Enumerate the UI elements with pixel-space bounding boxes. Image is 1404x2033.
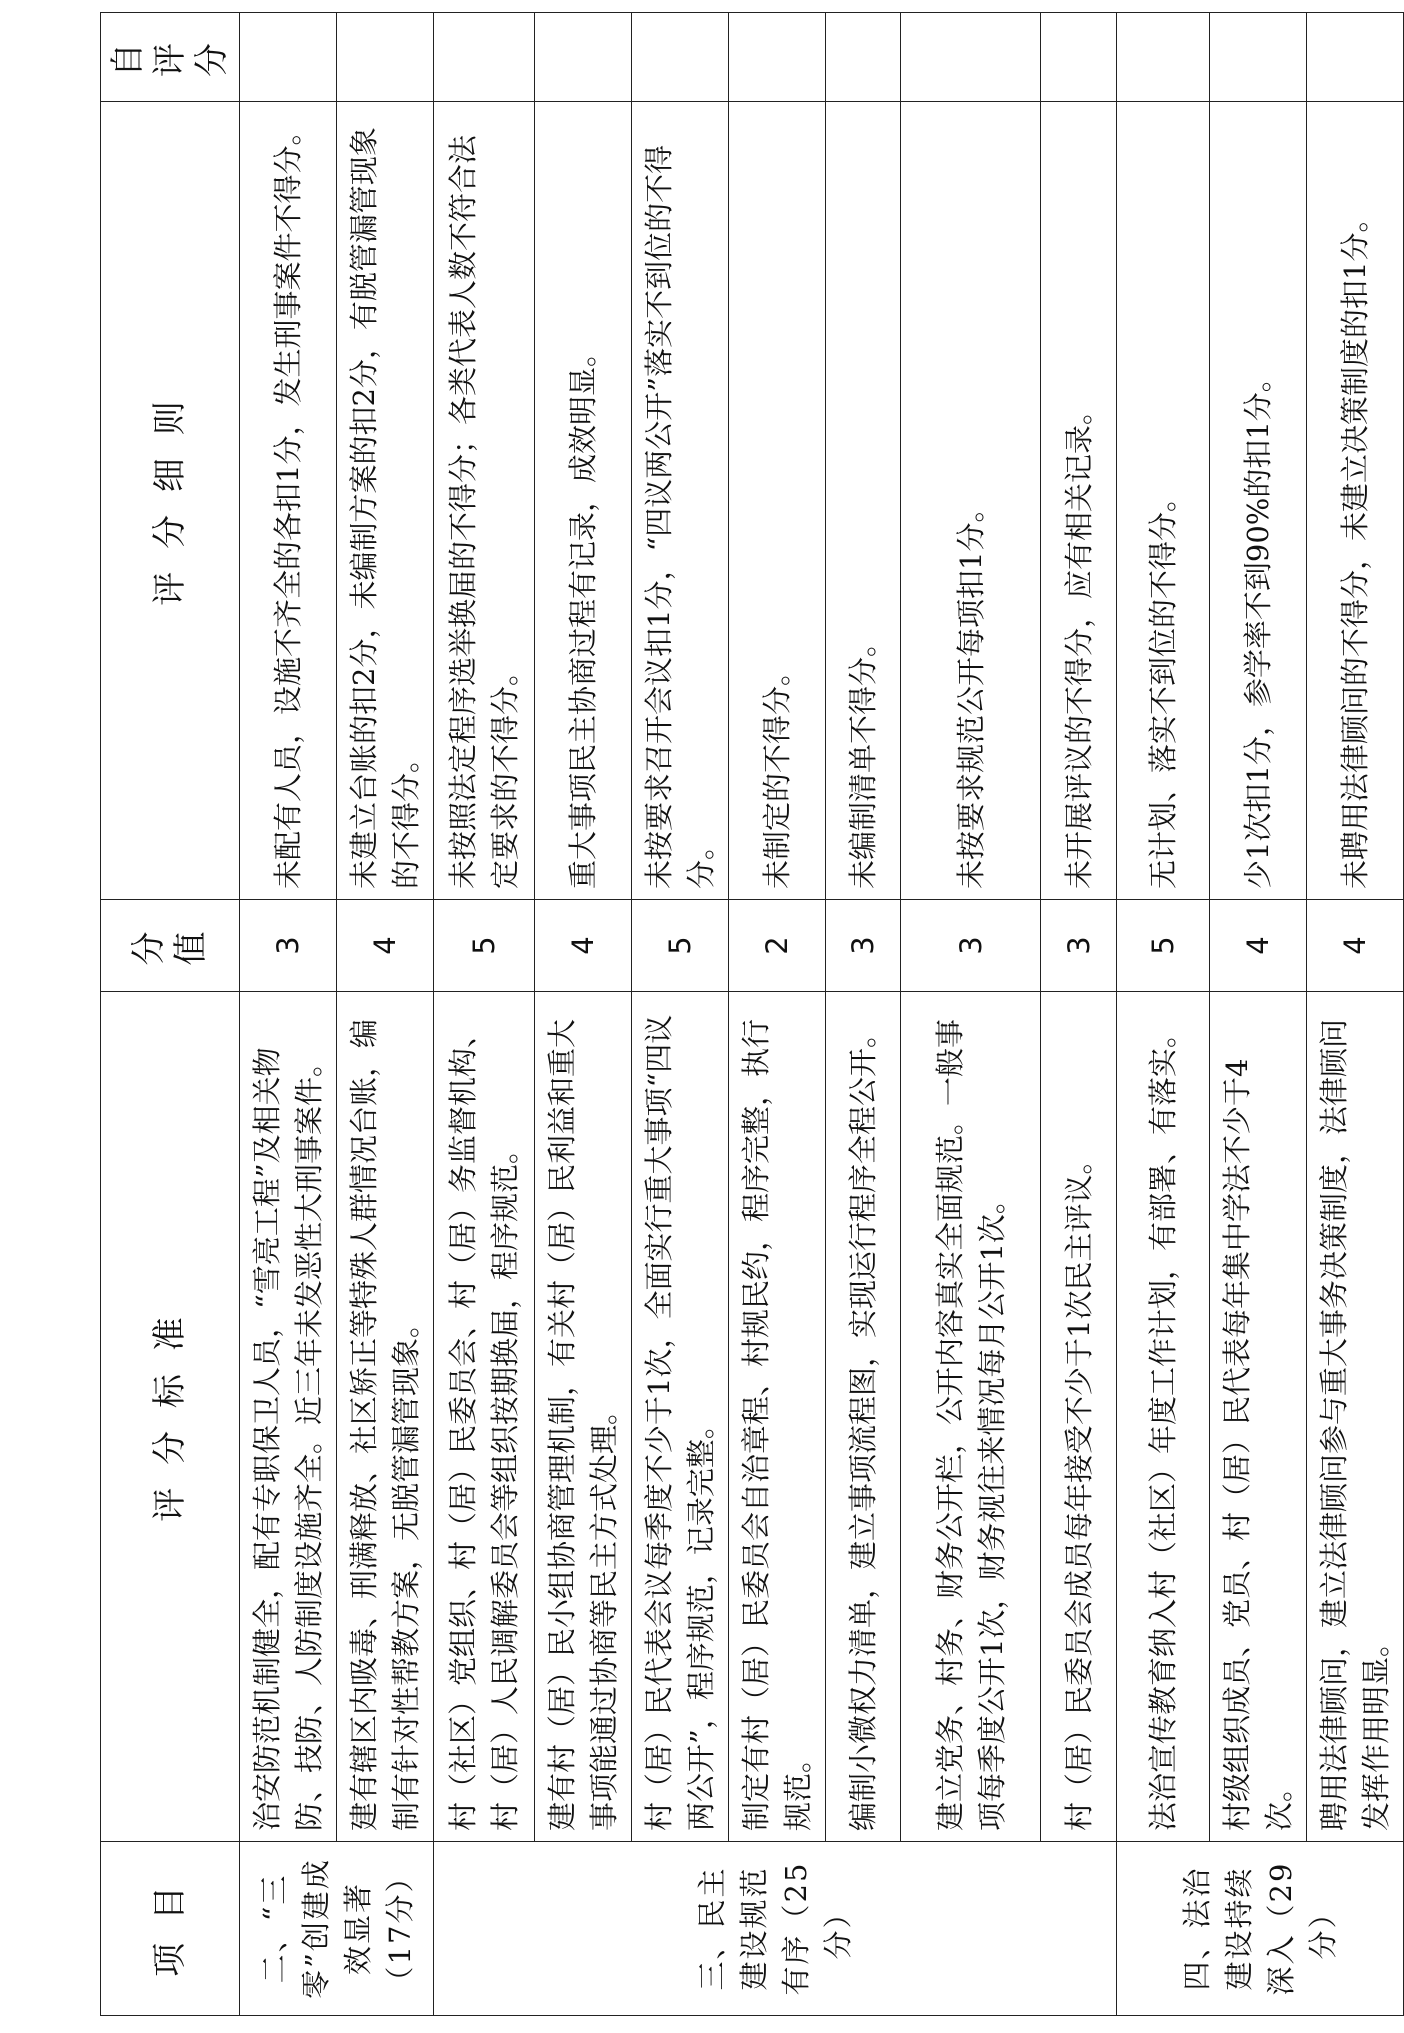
points-cell: 5 [1117,900,1210,992]
points-cell: 3 [240,900,337,992]
group-title: 四、法治建设持续深入（29分） [1117,1842,1404,2016]
standard-cell: 村级组织成员、党员、村（居）民代表每年集中学法不少于4次。 [1210,992,1307,1842]
points-cell: 3 [826,900,901,992]
header-self-score: 自评分 [101,13,240,102]
points-cell: 5 [632,900,729,992]
self-score-cell[interactable] [1210,13,1307,102]
self-score-cell[interactable] [826,13,901,102]
self-score-cell[interactable] [901,13,1041,102]
points-cell: 3 [1041,900,1117,992]
table-row [337,13,434,2016]
table-row [1117,13,1210,2016]
table-row [901,13,1041,2016]
self-score-cell[interactable] [1041,13,1117,102]
header-standard: 评 分 标 准 [101,992,240,1842]
points-cell: 4 [535,900,632,992]
rule-cell: 无计划、落实不到位的不得分。 [1117,102,1210,900]
self-score-cell[interactable] [337,13,434,102]
self-score-cell[interactable] [434,13,535,102]
standard-cell: 村（社区）党组织、村（居）民委员会、村（居）务监督机构、村（居）人民调解委员会等组织按期换届，程序规范。 [434,992,535,1842]
self-score-cell[interactable] [1117,13,1210,102]
table-row [1307,13,1404,2016]
group-title: 三、民主建设规范有序（25分） [434,1842,1117,2016]
points-cell: 3 [901,900,1041,992]
rule-cell: 少1次扣1分，参学率不到90%的扣1分。 [1210,102,1307,900]
table-row [1210,13,1307,2016]
standard-cell: 制定有村（居）民委员会自治章程、村规民约，程序完整，执行规范。 [729,992,826,1842]
rule-cell: 未配有人员，设施不齐全的各扣1分，发生刑事案件不得分。 [240,102,337,900]
table-row [434,13,535,2016]
standard-cell: 建有村（居）民小组协商管理机制，有关村（居）民利益和重大事项能通过协商等民主方式处理。 [535,992,632,1842]
self-score-cell[interactable] [535,13,632,102]
points-cell: 5 [434,900,535,992]
rule-cell: 重大事项民主协商过程有记录，成效明显。 [535,102,632,900]
rule-cell: 未聘用法律顾问的不得分，未建立决策制度的扣1分。 [1307,102,1404,900]
points-cell: 4 [1307,900,1404,992]
table-row [826,13,901,2016]
rule-cell: 未制定的不得分。 [729,102,826,900]
rule-cell: 未按要求召开会议扣1分，“四议两公开”落实不到位的不得分。 [632,102,729,900]
standard-cell: 治安防范机制健全，配有专职保卫人员，“雪亮工程”及相关物防、技防、人防制度设施齐全。近三年未发恶性大刑事案件。 [240,992,337,1842]
group-title: 二、“三零”创建成效显著（17分） [240,1842,434,2016]
rule-cell: 未按照法定程序选举换届的不得分；各类代表人数不符合法定要求的不得分。 [434,102,535,900]
header-row [101,13,240,2016]
table-row [729,13,826,2016]
header-points: 分值 [101,900,240,992]
scoring-table [100,12,1404,2016]
standard-cell: 村（居）民代表会议每季度不少于1次，全面实行重大事项“四议两公开”，程序规范，记录完整。 [632,992,729,1842]
rule-cell: 未编制清单不得分。 [826,102,901,900]
self-score-cell[interactable] [632,13,729,102]
table-row [240,13,337,2016]
standard-cell: 编制小微权力清单，建立事项流程图，实现运行程序全程公开。 [826,992,901,1842]
points-cell: 2 [729,900,826,992]
points-cell: 4 [1210,900,1307,992]
table-row [632,13,729,2016]
points-cell: 4 [337,900,434,992]
header-rules: 评 分 细 则 [101,102,240,900]
header-item: 项 目 [101,1842,240,2016]
standard-cell: 建立党务、村务、财务公开栏，公开内容真实全面规范。一般事项每季度公开1次，财务视往来情况每月公开1次。 [901,992,1041,1842]
table-row [1041,13,1117,2016]
rule-cell: 未建立台账的扣2分，未编制方案的扣2分，有脱管漏管现象的不得分。 [337,102,434,900]
self-score-cell[interactable] [729,13,826,102]
self-score-cell[interactable] [240,13,337,102]
self-score-cell[interactable] [1307,13,1404,102]
rule-cell: 未按要求规范公开每项扣1分。 [901,102,1041,900]
standard-cell: 法治宣传教育纳入村（社区）年度工作计划，有部署、有落实。 [1117,992,1210,1842]
rule-cell: 未开展评议的不得分，应有相关记录。 [1041,102,1117,900]
standard-cell: 村（居）民委员会成员每年接受不少于1次民主评议。 [1041,992,1117,1842]
standard-cell: 建有辖区内吸毒、刑满释放、社区矫正等特殊人群情况台账，编制有针对性帮教方案，无脱管漏管现象。 [337,992,434,1842]
standard-cell: 聘用法律顾问，建立法律顾问参与重大事务决策制度，法律顾问发挥作用明显。 [1307,992,1404,1842]
table-row [535,13,632,2016]
